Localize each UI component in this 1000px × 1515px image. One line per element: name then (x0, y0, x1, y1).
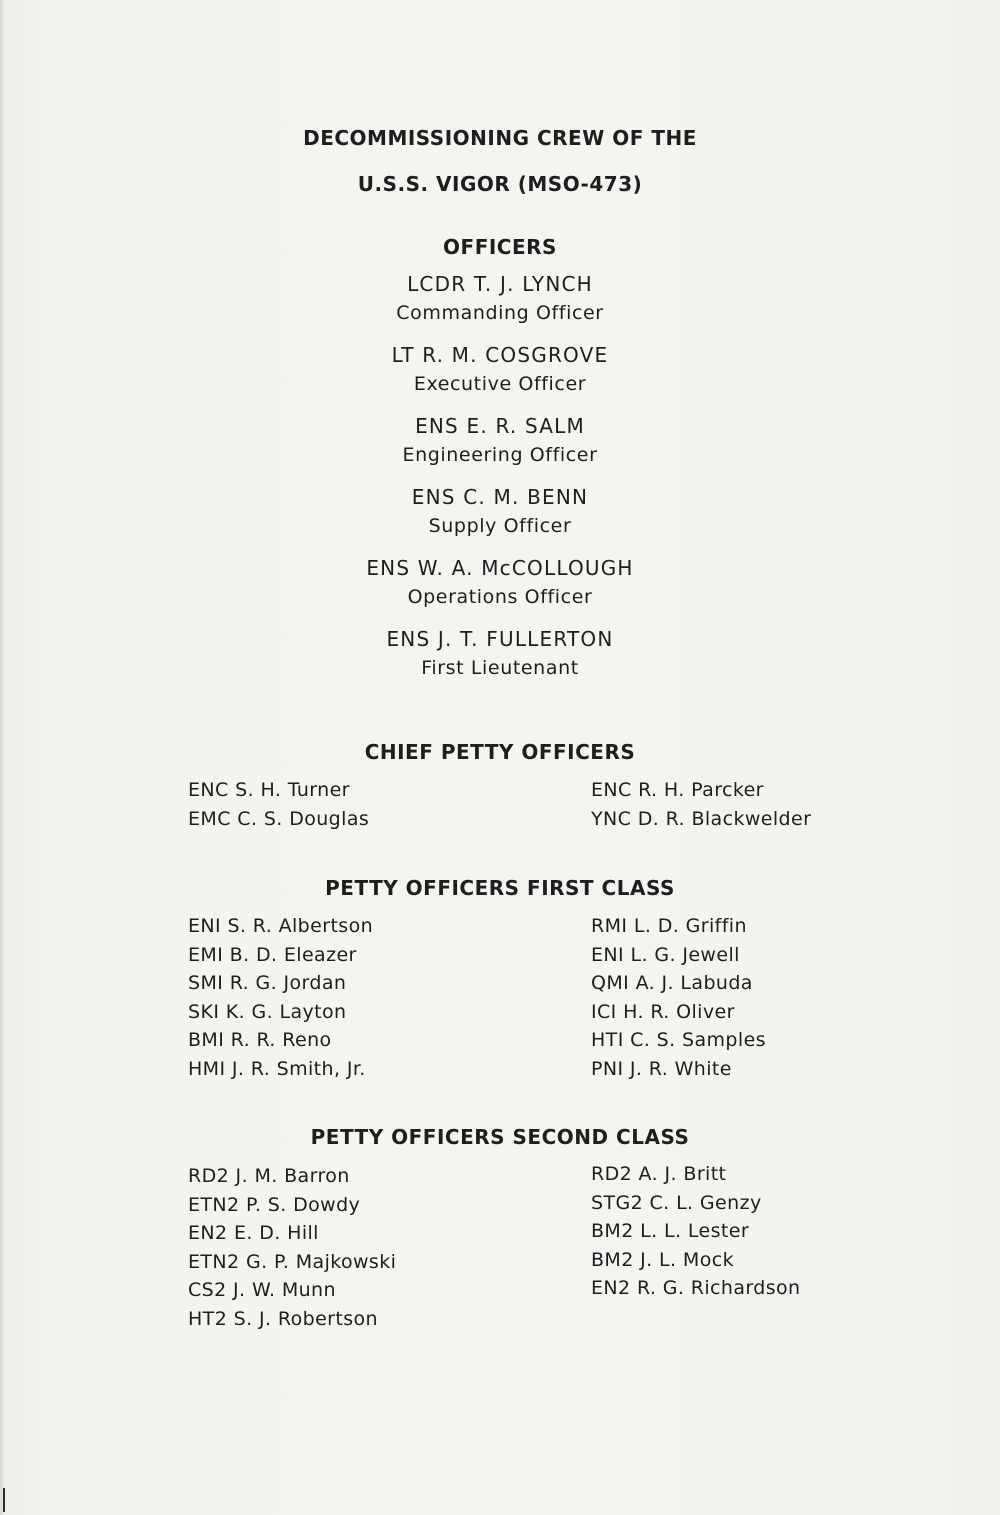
officer-role: Engineering Officer (402, 444, 598, 466)
officer-name: LCDR T. J. LYNCH (407, 272, 593, 296)
document-title-line-1: DECOMMISSIONING CREW OF THE (303, 126, 697, 150)
officer-role: Supply Officer (428, 515, 572, 537)
second-class-left-column (188, 1162, 396, 1333)
first-class-right-column (591, 912, 766, 1083)
crew-member: EMI B. D. Eleazer (188, 943, 357, 966)
crew-member: ETN2 G. P. Majkowski (188, 1250, 397, 1273)
chief-petty-officers-right-column (591, 776, 811, 833)
crew-member: YNC D. R. Blackwelder (591, 807, 812, 830)
officer-name: ENS W. A. McCOLLOUGH (366, 556, 634, 580)
crew-member: CS2 J. W. Munn (188, 1279, 336, 1301)
first-class-heading: PETTY OFFICERS FIRST CLASS (325, 876, 675, 900)
officer-name: LT R. M. COSGROVE (391, 343, 609, 367)
officer-role: Operations Officer (407, 586, 593, 608)
crew-member: STG2 C. L. Genzy (591, 1191, 762, 1214)
crew-member: HT2 S. J. Robertson (188, 1307, 378, 1330)
crew-member: ENC R. H. Parcker (591, 779, 764, 801)
crew-member: PNI J. R. White (591, 1057, 732, 1080)
page-edge-mark (3, 1488, 5, 1512)
document-title-line-2: U.S.S. VIGOR (MSO-473) (357, 172, 643, 196)
crew-member: HMI J. R. Smith, Jr. (188, 1057, 366, 1080)
crew-member: ICI H. R. Oliver (591, 1000, 735, 1023)
crew-member: ENI S. R. Albertson (188, 915, 374, 937)
officer-name: ENS C. M. BENN (411, 485, 589, 509)
chief-petty-officers-left-column (188, 776, 369, 833)
second-class-right-column (591, 1160, 800, 1303)
officer-role: First Lieutenant (421, 657, 579, 679)
crew-member: BMI R. R. Reno (188, 1029, 332, 1051)
officer-role: Executive Officer (413, 373, 587, 395)
crew-member: EN2 E. D. Hill (188, 1222, 319, 1244)
chief-petty-officers-heading: CHIEF PETTY OFFICERS (364, 740, 636, 764)
second-class-heading: PETTY OFFICERS SECOND CLASS (310, 1125, 690, 1149)
crew-member: HTI C. S. Samples (591, 1029, 766, 1051)
crew-member: RMI L. D. Griffin (591, 915, 747, 937)
crew-member: SMI R. G. Jordan (188, 972, 347, 994)
crew-member: BM2 J. L. Mock (591, 1248, 734, 1271)
crew-member: RD2 A. J. Britt (591, 1163, 727, 1185)
officer-name: ENS J. T. FULLERTON (386, 627, 614, 651)
crew-member: BM2 L. L. Lester (591, 1220, 750, 1242)
crew-member: RD2 J. M. Barron (188, 1165, 350, 1187)
crew-member: ETN2 P. S. Dowdy (188, 1193, 361, 1216)
first-class-left-column (188, 912, 373, 1083)
crew-member: ENC S. H. Turner (188, 779, 350, 801)
crew-member: SKI K. G. Layton (188, 1000, 347, 1023)
officer-name: ENS E. R. SALM (415, 414, 585, 438)
crew-member: EN2 R. G. Richardson (591, 1277, 801, 1299)
officer-role: Commanding Officer (396, 302, 604, 324)
crew-member: EMC C. S. Douglas (188, 807, 370, 830)
officers-heading: OFFICERS (443, 235, 557, 259)
crew-member: QMI A. J. Labuda (591, 972, 753, 994)
crew-member: ENI L. G. Jewell (591, 943, 740, 966)
